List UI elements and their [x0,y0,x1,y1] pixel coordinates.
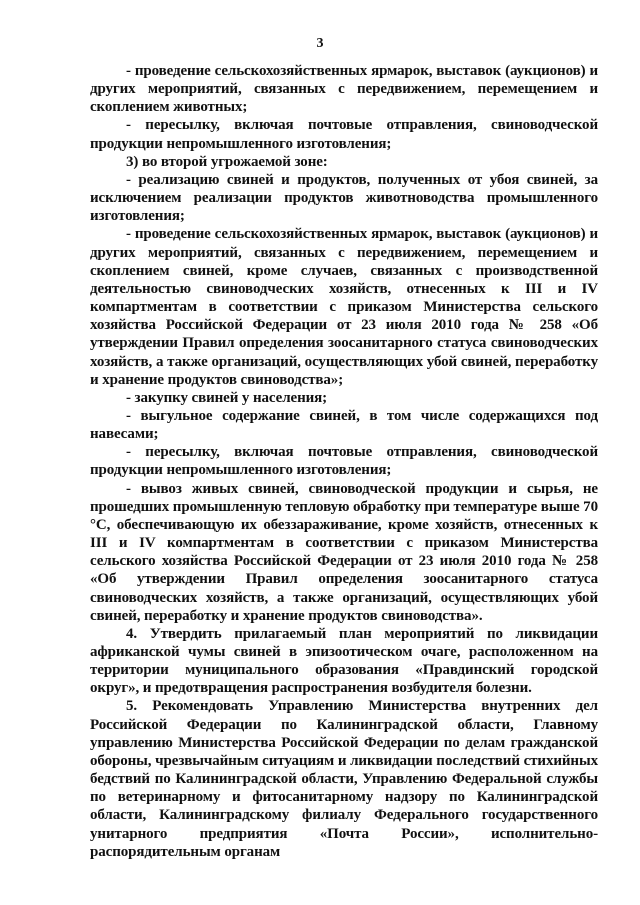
page-number: 3 [316,36,324,51]
paragraph-item-5-recommend: 5. Рекомендовать Управлению Министерства внутренних дел Российской Федерации по Калининградской области, Главному управлению Министерства Российской Федерации по делам гражданской обороны, чрезвычайным ситуациям и ликвидации последствий стихийных бедствий по Калининградской области, Управлению Федеральной службы по ветеринарному и фитосанитарному надзору по Калининградской области, Калининградскому филиалу Федерального государственного унитарного предприятия «Почта России», исполнительно-распорядительным органам [90,698,598,860]
paragraph-mail-products: - пересылку, включая почтовые отправления, свиноводческой продукции непромышленного изготовления; [90,117,598,152]
paragraph-purchase-pigs: - закупку свиней у населения; [126,389,328,406]
paragraph-mail-products-second: - пересылку, включая почтовые отправления, свиноводческой продукции непромышленного изготовления; [90,444,598,479]
document-body [90,62,598,861]
paragraph-free-range: - выгульное содержание свиней, в том числе содержащихся под навесами; [90,407,598,443]
paragraph-export-pigs: - вывоз живых свиней, свиноводческой продукции и сырья, не прошедших промышленную тепловую обработку при температуре выше 70 °С, обеспечивающую их обеззараживание, кроме хозяйств, отнесенных к III и IV компартментам в соответствии с приказом Министерства сельского хозяйства Российской Федерации от 23 июля 2010 года № 258 «Об утверждении Правил определения зоосанитарного статуса свиноводческих хозяйств, а также организаций, осуществляющих убой свиней, переработку и хранение продуктов свиноводства». [90,480,598,624]
paragraph-fairs-animals: - проведение сельскохозяйственных ярмарок, выставок (аукционов) и других мероприятий, связанных с передвижением, перемещением и скоплением животных; [90,63,598,116]
paragraph-fairs-pigs: - проведение сельскохозяйственных ярмарок, выставок (аукционов) и других мероприятий, связанных с передвижением, перемещением и скоплением свиней, кроме случаев, связанных с производственной деятельностью свиноводческих хозяйств, отнесенных к III и IV компартментам в соответствии с приказом Министерства сельского хозяйства Российской Федерации от 23 июля 2010 года № 258 «Об утверждении Правил определения зоосанитарного статуса свиноводческих хозяйств, а также организаций, осуществляющих убой свиней, переработку и хранение продуктов свиноводства»; [90,226,598,388]
paragraph-second-zone-heading: 3) во второй угрожаемой зоне: [126,153,328,170]
paragraph-item-4-plan: 4. Утвердить прилагаемый план мероприятий по ликвидации африканской чумы свиней в эпизоотическом очаге, расположенном на территории муниципального образования «Правдинский городской округ», и предотвращения распространения возбудителя болезни. [90,625,598,697]
paragraph-sale-pigs: - реализацию свиней и продуктов, полученных от убоя свиней, за исключением реализации продуктов животноводства промышленного изготовления; [90,171,598,225]
